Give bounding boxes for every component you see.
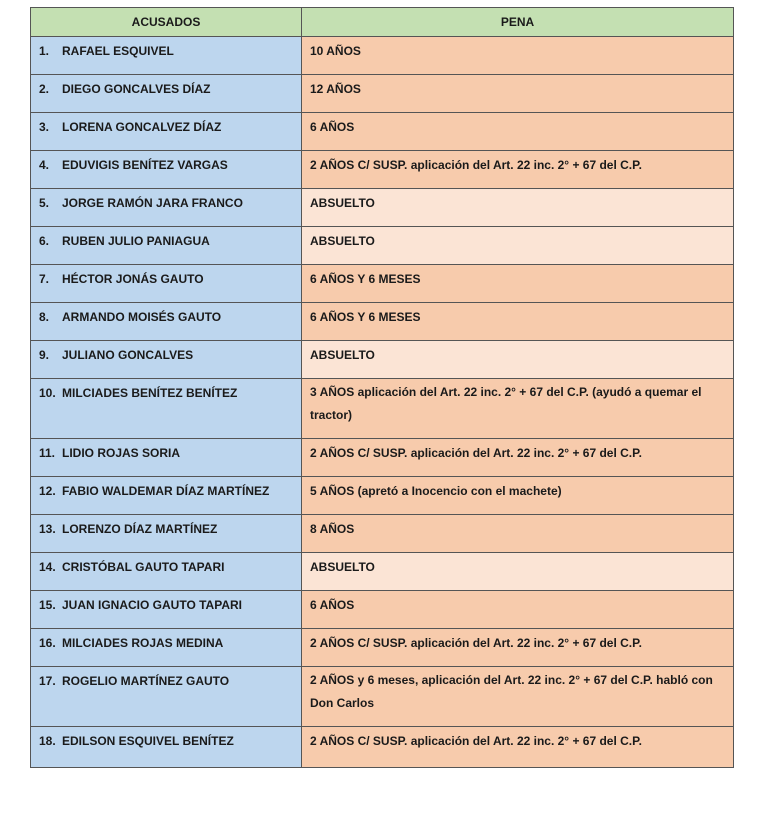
table-row: [31, 189, 734, 227]
acusado-name: EDUVIGIS BENÍTEZ VARGAS: [62, 158, 228, 172]
header-row: [31, 8, 734, 37]
acusado-cell: [31, 667, 302, 727]
acusado-name: RUBEN JULIO PANIAGUA: [62, 234, 210, 248]
acusado-name: DIEGO GONCALVES DÍAZ: [62, 82, 211, 96]
table-row: [31, 265, 734, 303]
row-number: 10.: [39, 386, 56, 400]
table-row: [31, 629, 734, 667]
row-number: 5.: [39, 196, 50, 210]
table-row: [31, 667, 734, 727]
table-row: [31, 553, 734, 591]
row-number: 17.: [39, 674, 56, 688]
acusado-name: RAFAEL ESQUIVEL: [62, 44, 174, 58]
acusado-cell: [31, 341, 302, 379]
pena-cell: 2 AÑOS C/ SUSP. aplicación del Art. 22 inc. 2° + 67 del C.P.: [302, 727, 734, 768]
acusado-name: MILCIADES ROJAS MEDINA: [62, 636, 224, 650]
pena-cell: 5 AÑOS (apretó a Inocencio con el machete): [302, 477, 734, 515]
pena-cell: 8 AÑOS: [302, 515, 734, 553]
acusado-cell: [31, 189, 302, 227]
pena-cell: 6 AÑOS: [302, 113, 734, 151]
pena-cell: 3 AÑOS aplicación del Art. 22 inc. 2° + 67 del C.P. (ayudó a quemar el tractor): [302, 379, 734, 439]
pena-cell: ABSUELTO: [302, 227, 734, 265]
acusado-cell: [31, 113, 302, 151]
acusado-name: CRISTÓBAL GAUTO TAPARI: [62, 560, 225, 574]
pena-cell: 6 AÑOS Y 6 MESES: [302, 303, 734, 341]
row-number: 15.: [39, 598, 56, 612]
header-acusados: ACUSADOS: [31, 8, 302, 37]
row-number: 16.: [39, 636, 56, 650]
table-row: [31, 37, 734, 75]
table-row: [31, 75, 734, 113]
acusado-cell: [31, 439, 302, 477]
acusado-name: JORGE RAMÓN JARA FRANCO: [62, 196, 243, 210]
pena-cell: 6 AÑOS: [302, 591, 734, 629]
acusado-cell: [31, 75, 302, 113]
acusado-name: JULIANO GONCALVES: [62, 348, 194, 362]
acusado-name: EDILSON ESQUIVEL BENÍTEZ: [62, 734, 234, 748]
table-row: [31, 515, 734, 553]
pena-cell: 2 AÑOS y 6 meses, aplicación del Art. 22 inc. 2° + 67 del C.P. habló con Don Carlos: [302, 667, 734, 727]
acusado-cell: [31, 727, 302, 768]
pena-cell: 6 AÑOS Y 6 MESES: [302, 265, 734, 303]
acusado-cell: [31, 515, 302, 553]
acusado-cell: [31, 265, 302, 303]
row-number: 11.: [39, 446, 56, 460]
acusado-cell: [31, 37, 302, 75]
sentences-table: [30, 7, 734, 768]
acusado-name: JUAN IGNACIO GAUTO TAPARI: [62, 598, 243, 612]
acusado-name: FABIO WALDEMAR DÍAZ MARTÍNEZ: [62, 484, 270, 498]
table-row: [31, 477, 734, 515]
pena-cell: ABSUELTO: [302, 189, 734, 227]
acusado-name: LIDIO ROJAS SORIA: [62, 446, 181, 460]
header-pena: PENA: [302, 8, 734, 37]
pena-cell: 2 AÑOS C/ SUSP. aplicación del Art. 22 inc. 2° + 67 del C.P.: [302, 439, 734, 477]
row-number: 8.: [39, 310, 50, 324]
row-number: 6.: [39, 234, 50, 248]
table-row: [31, 151, 734, 189]
table-row: [31, 303, 734, 341]
row-number: 4.: [39, 158, 50, 172]
acusado-name: ROGELIO MARTÍNEZ GAUTO: [62, 674, 230, 688]
row-number: 2.: [39, 82, 50, 96]
row-number: 13.: [39, 522, 56, 536]
row-number: 3.: [39, 120, 50, 134]
row-number: 14.: [39, 560, 56, 574]
acusado-cell: [31, 227, 302, 265]
table-row: [31, 727, 734, 768]
acusado-cell: [31, 477, 302, 515]
acusado-name: LORENA GONCALVEZ DÍAZ: [62, 120, 222, 134]
table-row: [31, 227, 734, 265]
pena-cell: 2 AÑOS C/ SUSP. aplicación del Art. 22 inc. 2° + 67 del C.P.: [302, 151, 734, 189]
acusado-cell: [31, 379, 302, 439]
table-row: [31, 439, 734, 477]
row-number: 1.: [39, 44, 50, 58]
table-row: [31, 341, 734, 379]
acusado-cell: [31, 553, 302, 591]
table-row: [31, 379, 734, 439]
pena-cell: ABSUELTO: [302, 553, 734, 591]
acusado-cell: [31, 591, 302, 629]
pena-cell: 2 AÑOS C/ SUSP. aplicación del Art. 22 inc. 2° + 67 del C.P.: [302, 629, 734, 667]
pena-cell: ABSUELTO: [302, 341, 734, 379]
acusado-cell: [31, 151, 302, 189]
row-number: 18.: [39, 734, 56, 748]
row-number: 9.: [39, 348, 50, 362]
acusado-name: HÉCTOR JONÁS GAUTO: [62, 272, 204, 286]
acusado-name: MILCIADES BENÍTEZ BENÍTEZ: [62, 386, 238, 400]
row-number: 12.: [39, 484, 56, 498]
table-row: [31, 113, 734, 151]
acusado-cell: [31, 629, 302, 667]
pena-cell: 10 AÑOS: [302, 37, 734, 75]
acusado-name: ARMANDO MOISÉS GAUTO: [62, 310, 222, 324]
row-number: 7.: [39, 272, 50, 286]
table-row: [31, 591, 734, 629]
acusado-name: LORENZO DÍAZ MARTÍNEZ: [62, 522, 218, 536]
pena-cell: 12 AÑOS: [302, 75, 734, 113]
acusado-cell: [31, 303, 302, 341]
